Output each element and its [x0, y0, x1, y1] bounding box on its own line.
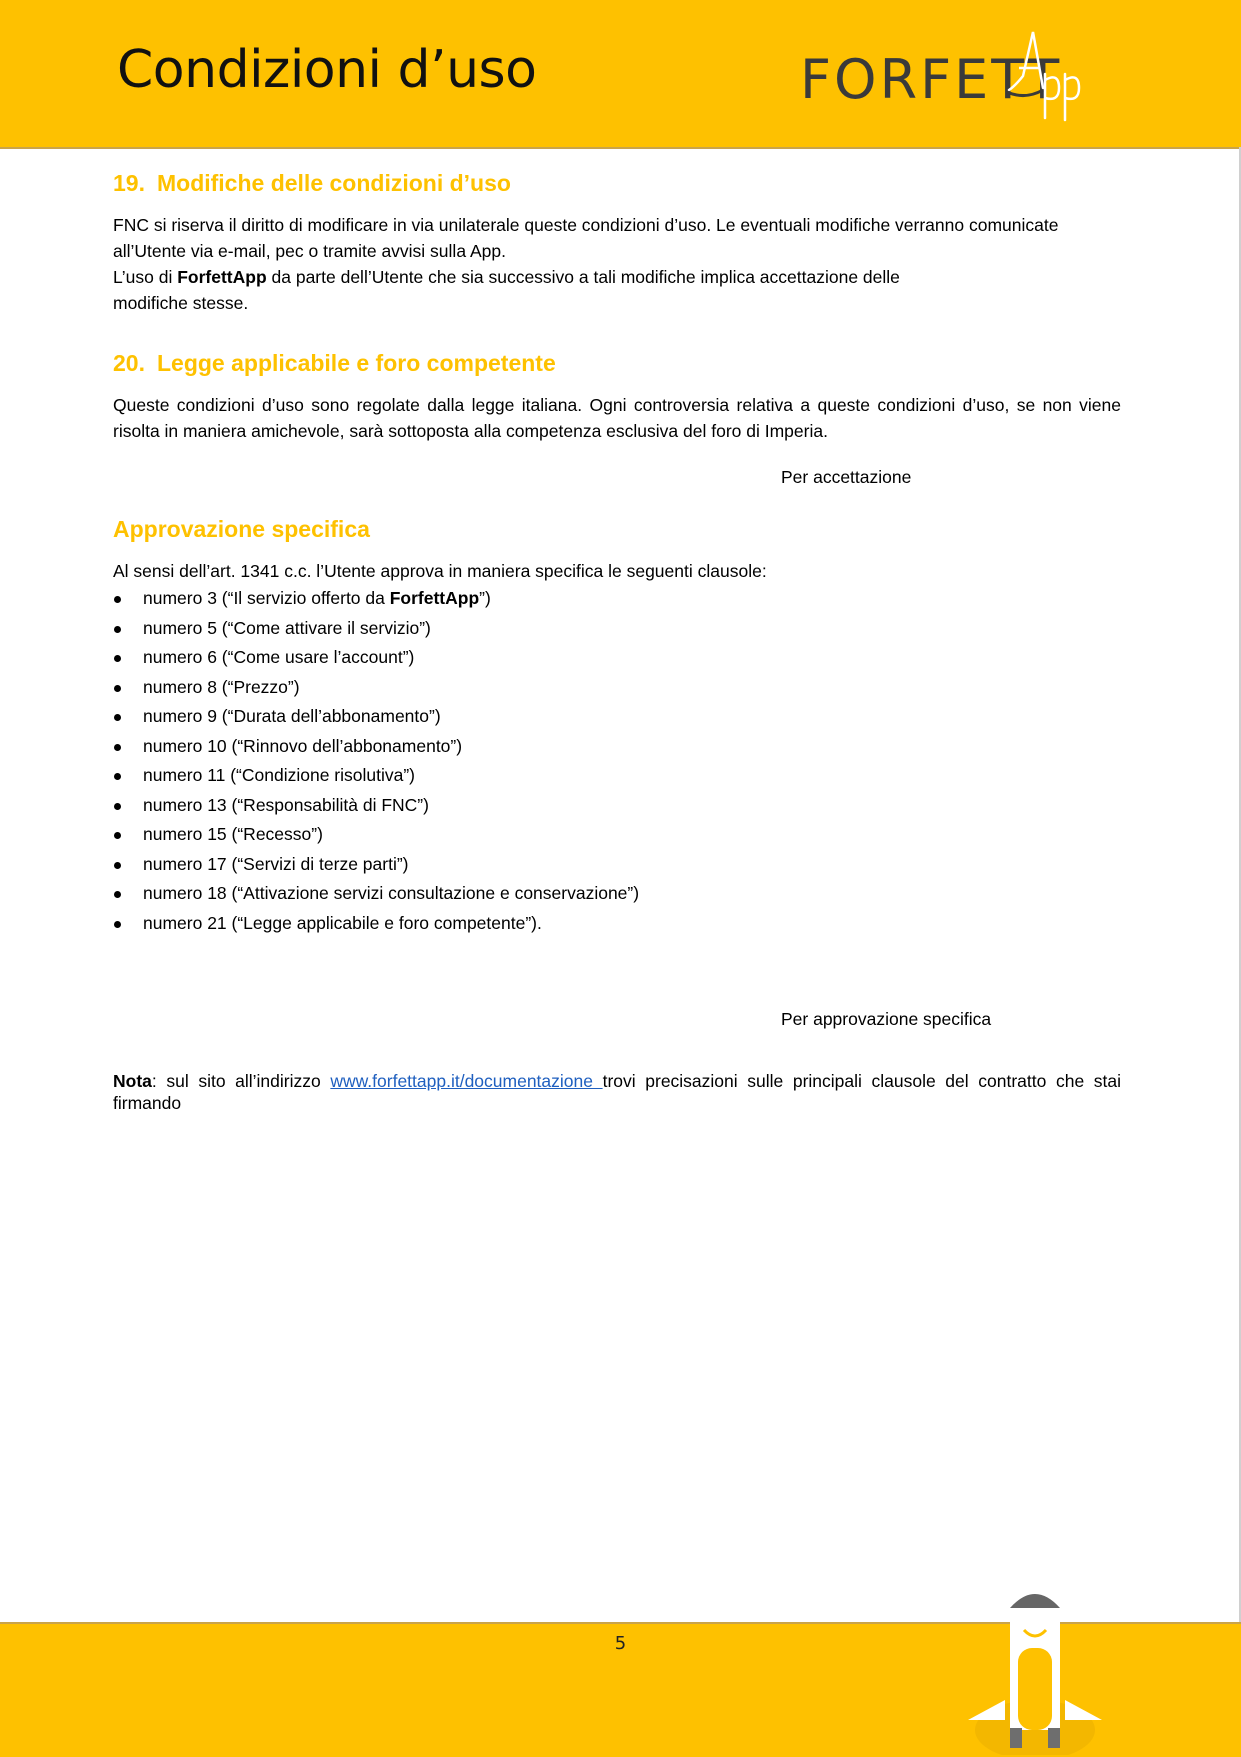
list-item-text: ”)	[479, 588, 491, 608]
list-item: numero 17 (“Servizi di terze parti”)	[113, 850, 1121, 880]
section-20-paragraph: Queste condizioni d’uso sono regolate dalla legge italiana. Ogni controversia relativa a queste condizioni d’uso, se non viene risolta in maniera amichevole, sarà sottoposta alla competenza esclusiva del foro di Imperia.	[113, 395, 1121, 441]
section-19-title: Modifiche delle condizioni d’uso	[156, 170, 511, 196]
list-item: numero 15 (“Recesso”)	[113, 820, 1121, 850]
list-item: numero 5 (“Come attivare il servizio”)	[113, 614, 1121, 644]
section-19-paragraph-2	[113, 264, 1121, 290]
section-19-text: da parte dell’Utente che sia successivo a tali modifiche implica accettazione delle	[266, 267, 900, 287]
clause-list	[113, 584, 1121, 938]
documentation-link[interactable]: www.forfettapp.it/documentazione	[330, 1071, 603, 1091]
section-20-number: 20.	[113, 350, 145, 376]
forfettapp-logo	[800, 28, 1100, 124]
list-item: numero 8 (“Prezzo”)	[113, 673, 1121, 703]
approval-intro: Al sensi dell’art. 1341 c.c. l’Utente approva in maniera specifica le seguenti clausole:	[113, 561, 767, 581]
list-item: numero 10 (“Rinnovo dell’abbonamento”)	[113, 732, 1121, 762]
list-item: numero 18 (“Attivazione servizi consultazione e conservazione”)	[113, 879, 1121, 909]
section-19-number: 19.	[113, 170, 145, 196]
note-label: Nota	[113, 1071, 152, 1091]
approval-title: Approvazione specifica	[113, 516, 370, 542]
section-19-paragraph-1: FNC si riserva il diritto di modificare in via unilaterale queste condizioni d’uso. Le eventuali modifiche verranno comunicate all’Utente via e-mail, pec o tramite avvisi sulla App.	[113, 215, 1059, 261]
brand-name: ForfettApp	[177, 267, 267, 287]
list-item: numero 11 (“Condizione risolutiva”)	[113, 761, 1121, 791]
note-text: trovi precisazioni sulle principali clausole del contratto che stai firmando	[113, 1071, 1122, 1113]
rocket-icon	[960, 1580, 1110, 1755]
acceptance-signature-label: Per accettazione	[781, 467, 912, 487]
approval-heading	[113, 516, 1121, 542]
note-text: : sul sito all’indirizzo	[151, 1071, 331, 1091]
section-20-title: Legge applicabile e foro competente	[156, 350, 556, 376]
note-paragraph	[113, 1070, 1121, 1114]
logo-text: FORFETT	[800, 48, 1063, 111]
list-item: numero 9 (“Durata dell’abbonamento”)	[113, 702, 1121, 732]
brand-name: ForfettApp	[389, 588, 480, 608]
list-item	[113, 584, 1121, 614]
approval-signature-label: Per approvazione specifica	[781, 1009, 992, 1029]
document-body	[113, 170, 1121, 1114]
list-item: numero 6 (“Come usare l’account”)	[113, 643, 1121, 673]
section-20-heading	[113, 350, 1121, 376]
list-item-text: numero 3 (“Il servizio offerto da	[143, 588, 390, 608]
list-item: numero 21 (“Legge applicabile e foro competente”).	[113, 909, 1121, 939]
section-19-paragraph-3: modifiche stesse.	[113, 293, 249, 313]
page-number: 5	[614, 1633, 627, 1654]
page-header	[0, 0, 1241, 149]
page-title: Condizioni d’uso	[117, 40, 537, 100]
section-19-heading	[113, 170, 1121, 196]
list-item: numero 13 (“Responsabilità di FNC”)	[113, 791, 1121, 821]
section-19-text: L’uso di	[113, 267, 178, 287]
logo-app-glyph	[1005, 28, 1095, 124]
